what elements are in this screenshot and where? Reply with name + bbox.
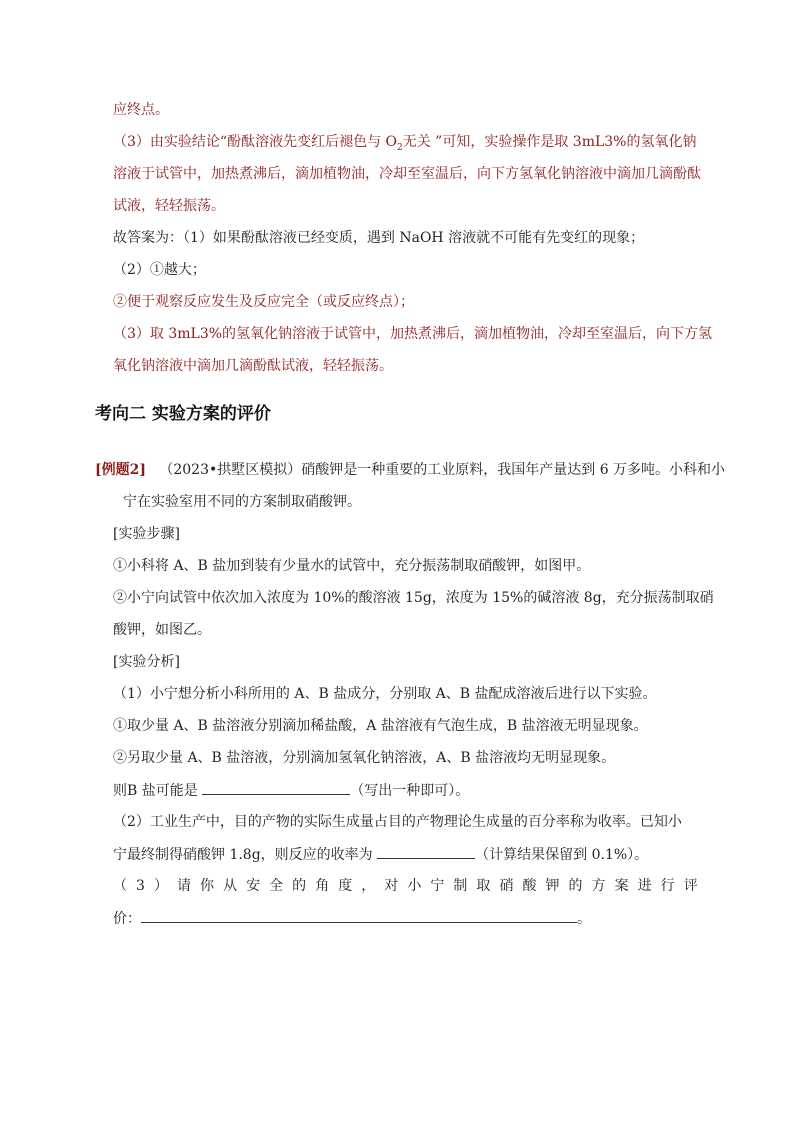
analysis-heading: [实验分析] [113, 654, 180, 670]
yield-answer-blank[interactable] [377, 844, 475, 859]
answer-line-1: 应终点。 [113, 102, 169, 118]
answer-line-5: 故答案为：（1）如果酚酞溶液已经变质，遇到 NaOH 溶液就不可能有先变红的现象； [113, 230, 645, 246]
answer-line-2-subscript: 2 [397, 142, 403, 153]
question-3-answer-prompt: 价： [113, 911, 141, 927]
example-line-2: 宁在实验室用不同的方案制取硝酸钾。 [123, 494, 361, 510]
question-2-answer-hint: （计算结果保留到 0.1%）。 [475, 847, 649, 863]
answer-line-2-part-b: 无关 ”可知，实验操作是取 3mL3%的氢氧化钠 [402, 134, 697, 150]
step-1: ①小科将 A、B 盐加到装有少量水的试管中，充分振荡制取硝酸钾，如图甲。 [113, 558, 591, 574]
example-line-1 [95, 460, 725, 480]
answer-line-2 [113, 132, 696, 158]
question-3-line-2 [113, 908, 591, 929]
question-2-answer-prompt: 宁最终制得硝酸钾 1.8g，则反应的收率为 [113, 847, 378, 863]
step-2-line-1: ②小宁向试管中依次加入浓度为 10%的酸溶液 15g，浓度为 15%的碱溶液 8g，充分振荡制取硝 [113, 590, 714, 606]
answer-line-6: （2）①越大； [113, 262, 206, 278]
question-3-period: 。 [577, 911, 591, 927]
b-salt-answer-blank[interactable] [202, 780, 350, 795]
question-3-line-1: （ 3 ） 请 你 从 安 全 的 角 度 ， 对 小 宁 制 取 硝 酸 钾 的 方 案 进 行 评 [113, 878, 698, 894]
example-intro: （2023•拱墅区模拟）硝酸钾是一种重要的工业原料，我国年产量达到 6 万多吨。小科和小 [159, 462, 726, 478]
evaluation-answer-blank[interactable] [141, 908, 577, 923]
example-tag: [例题2] [95, 462, 146, 478]
answer-line-3: 溶液于试管中，加热煮沸后，滴加植物油，冷却至室温后，向下方氢氧化钠溶液中滴加几滴酚酞 [113, 166, 701, 182]
question-2-line-2 [113, 844, 648, 865]
answer-line-7: ②便于观察反应发生及反应完全（或反应终点）； [113, 294, 414, 310]
question-1-answer-prompt: 则B 盐可能是 [113, 783, 203, 799]
question-2-line-1: （2）工业生产中，目的产物的实际生成量占目的产物理论生成量的百分率称为收率。已知小 [113, 814, 682, 830]
answer-line-2-part-a: （3）由实验结论“酚酞溶液先变红后褪色与 O [113, 134, 397, 150]
question-1: （1）小宁想分析小科所用的 A、B 盐成分，分别取 A、B 盐配成溶液后进行以下实验。 [113, 686, 657, 702]
section-title: 考向二 实验方案的评价 [95, 404, 271, 424]
answer-line-9: 氧化钠溶液中滴加几滴酚酞试液，轻轻振荡。 [113, 358, 393, 374]
question-1-answer-line [113, 780, 469, 801]
answer-line-4: 试液，轻轻振荡。 [113, 198, 225, 214]
answer-line-8: （3）取 3mL3%的氢氧化钠溶液于试管中，加热煮沸后，滴加植物油，冷却至室温后，向下方氢 [113, 326, 713, 342]
steps-heading: [实验步骤] [113, 526, 180, 542]
question-1-answer-hint: （写出一种即可）。 [350, 783, 470, 799]
step-2-line-2: 酸钾，如图乙。 [113, 622, 211, 638]
question-1-observation-b: ②另取少量 A、B 盐溶液，分别滴加氢氧化钠溶液，A、B 盐溶液均无明显现象。 [113, 750, 616, 766]
question-1-observation-a: ①取少量 A、B 盐溶液分别滴加稀盐酸，A 盐溶液有气泡生成，B 盐溶液无明显现象。 [113, 718, 648, 734]
